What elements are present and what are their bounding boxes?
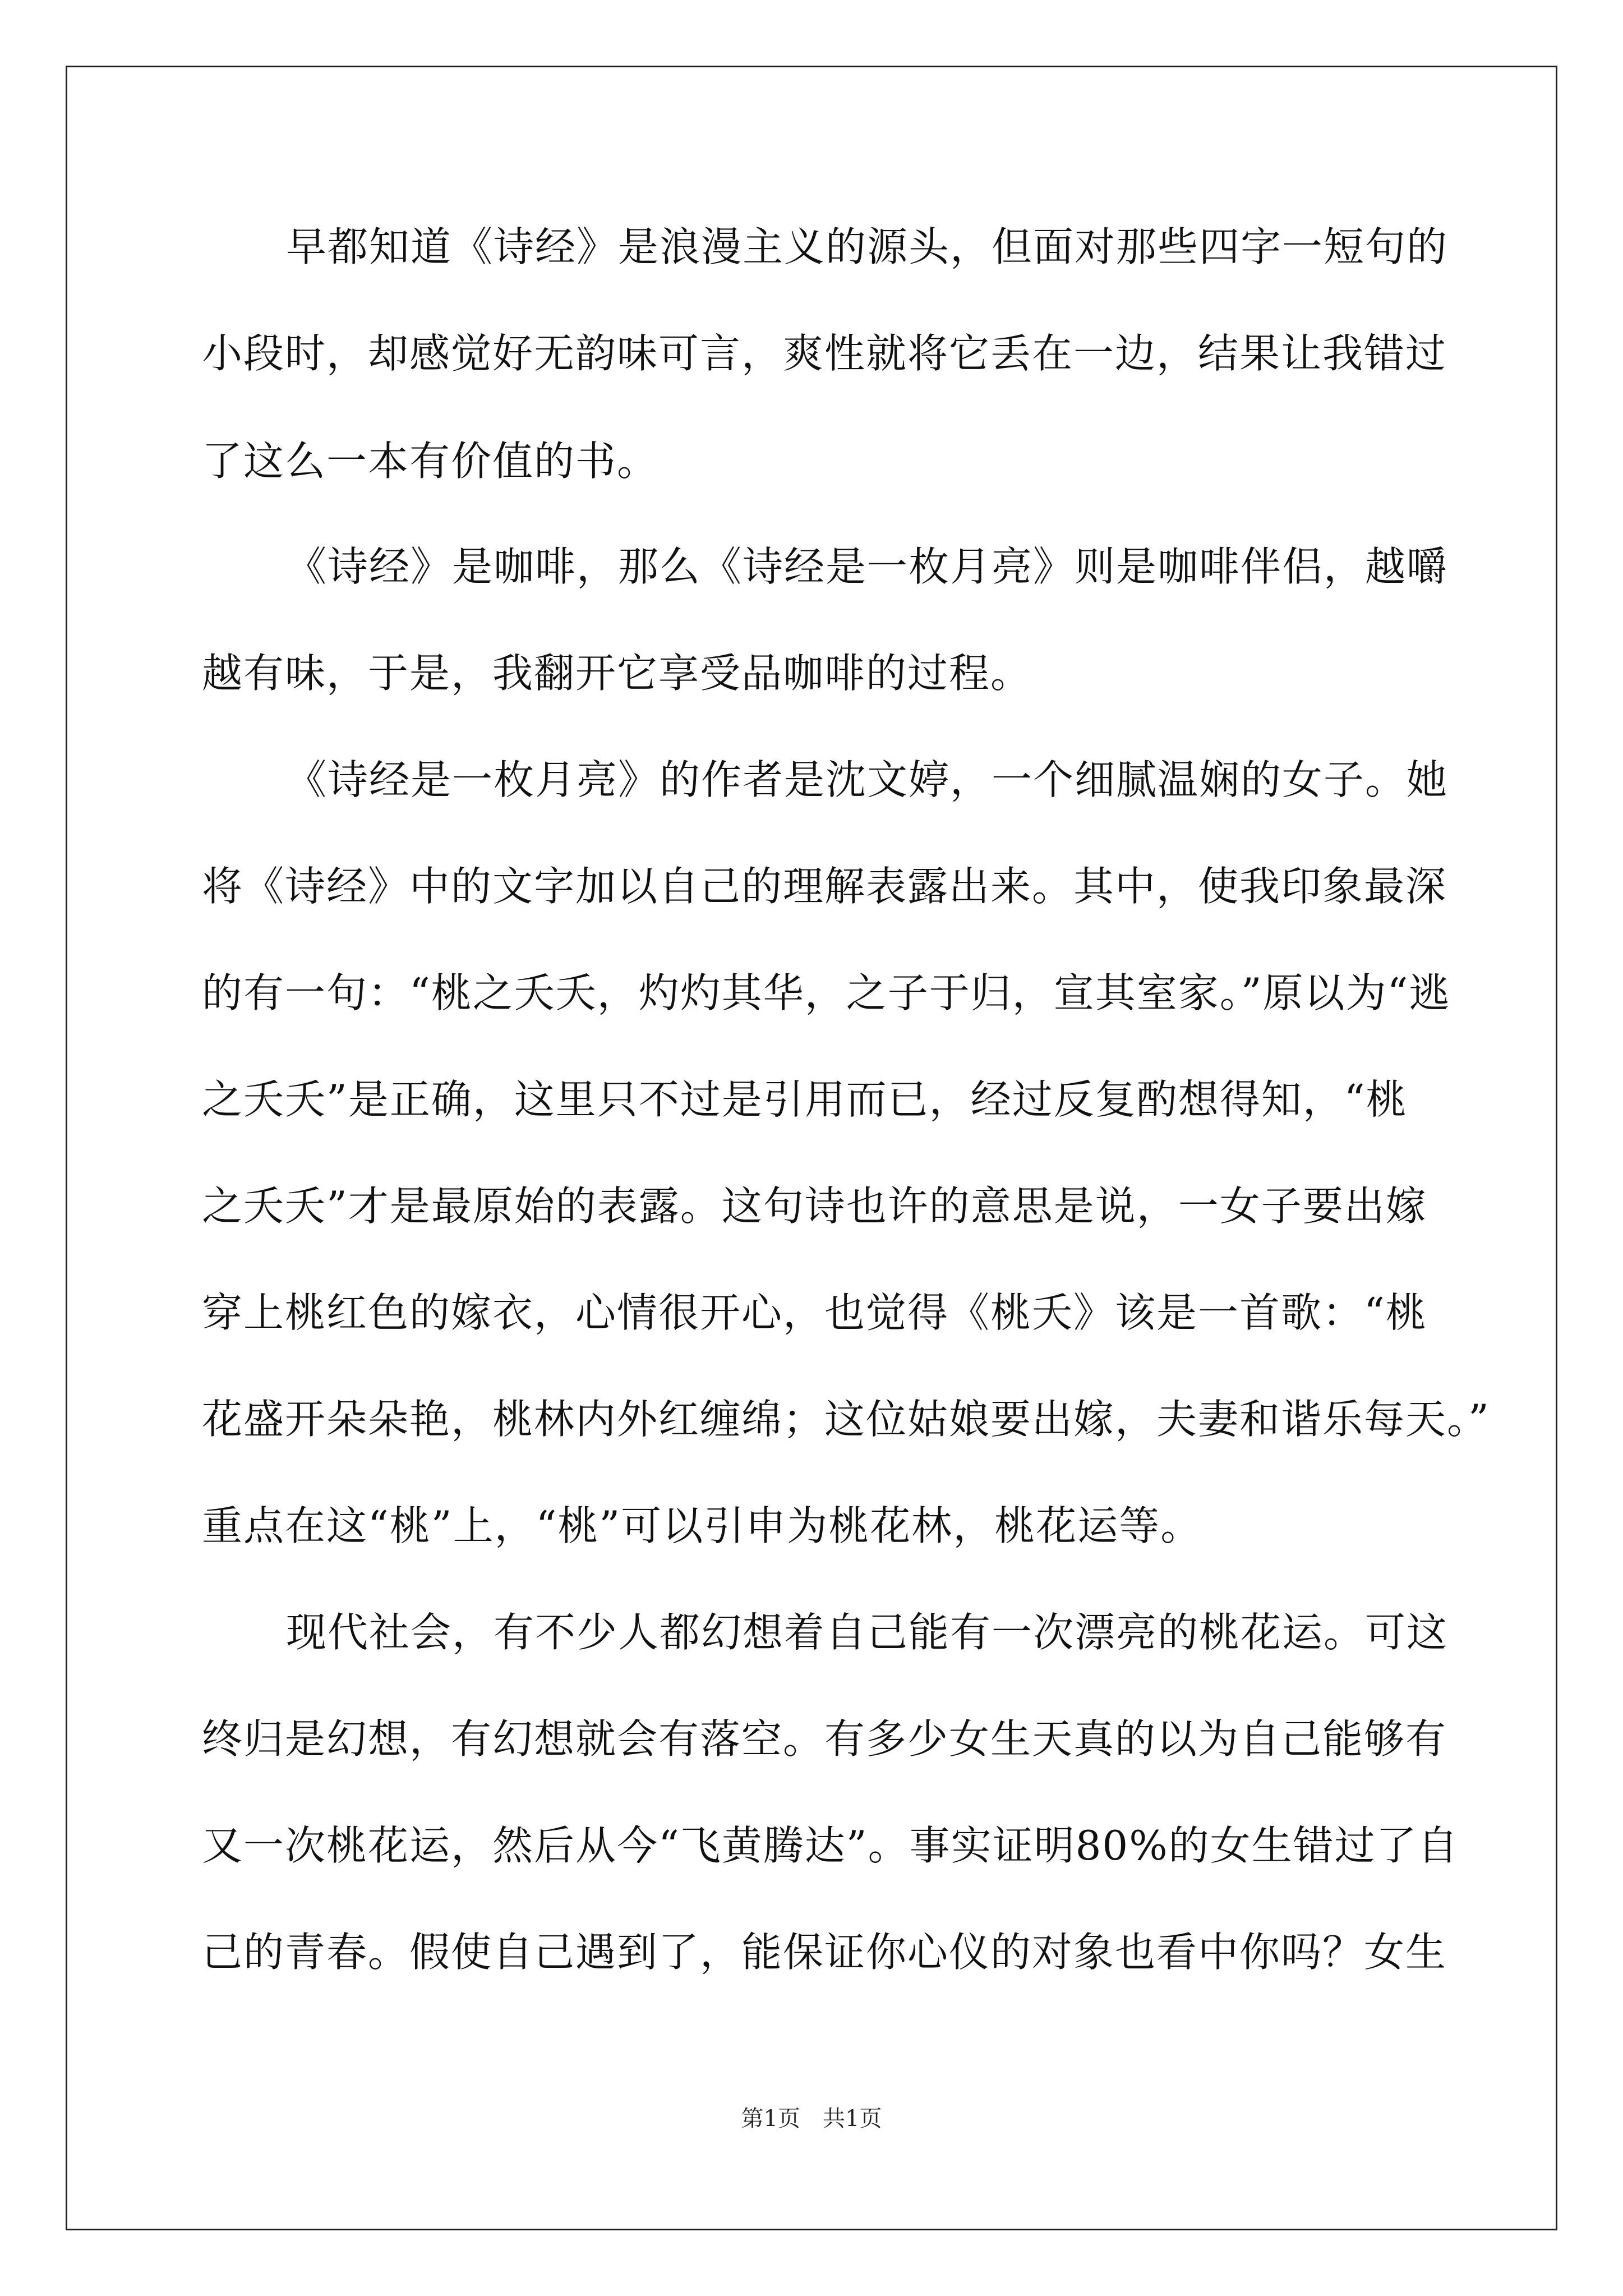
text-line: 将《诗经》中的文字加以自己的理解表露出来。其中，使我印象最深	[202, 863, 1447, 910]
text-line: 越有味，于是，我翻开它享受品咖啡的过程。	[202, 650, 1032, 697]
text-line: 早都知道《诗经》是浪漫主义的源头，但面对那些四字一短句的	[286, 223, 1449, 270]
text-line: 之夭夭”是正确，这里只不过是引用而已，经过反复酌想得知，“桃	[202, 1076, 1408, 1123]
text-line: 现代社会，有不少人都幻想着自己能有一次漂亮的桃花运。可这	[286, 1609, 1449, 1656]
text-line: 穿上桃红色的嫁衣，心情很开心，也觉得《桃夭》该是一首歌：“桃	[202, 1289, 1427, 1336]
text-line: 之夭夭”才是最原始的表露。这句诗也许的意思是说，一女子要出嫁	[202, 1182, 1427, 1230]
text-line: 己的青春。假使自己遇到了，能保证你心仪的对象也看中你吗？女生	[202, 1929, 1447, 1976]
text-line: 了这么一本有价值的书。	[202, 438, 659, 485]
text-line: 的有一句：“桃之夭夭，灼灼其华，之子于归，宣其室家。”原以为“逃	[202, 969, 1451, 1016]
text-line: 花盛开朵朵艳，桃林内外红缠绵；这位姑娘要出嫁，夫妻和谐乐每天。”	[202, 1396, 1490, 1443]
text-line: 重点在这“桃”上，“桃”可以引申为桃花林，桃花运等。	[202, 1502, 1202, 1549]
text-line: 终归是幻想，有幻想就会有落空。有多少女生天真的以为自己能够有	[202, 1715, 1447, 1763]
text-line: 又一次桃花运，然后从今“飞黄腾达”。事实证明80%的女生错过了自	[202, 1822, 1459, 1869]
text-line: 《诗经是一枚月亮》的作者是沈文婷，一个细腻温娴的女子。她	[286, 756, 1449, 803]
page-number-footer: 第1页 共1页	[741, 2106, 882, 2132]
text-line: 《诗经》是咖啡，那么《诗经是一枚月亮》则是咖啡伴侣，越嚼	[286, 543, 1449, 590]
page-border	[66, 66, 1557, 2230]
text-line: 小段时，却感觉好无韵味可言，爽性就将它丢在一边，结果让我错过	[202, 330, 1447, 377]
